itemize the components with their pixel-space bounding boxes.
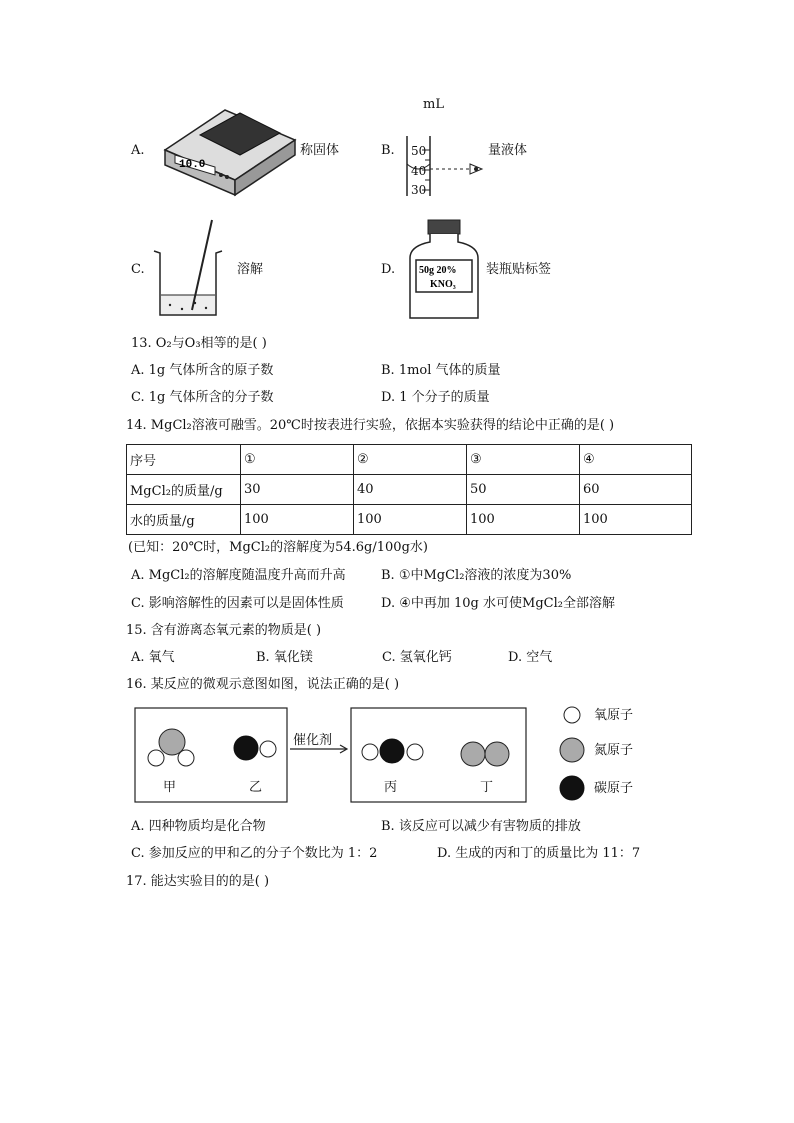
balance-illustration (155, 105, 300, 195)
table-cell: 100 (241, 505, 354, 535)
table-cell: 100 (580, 505, 692, 535)
label-bing: 丙 (384, 780, 398, 795)
table-cell: 30 (241, 475, 354, 505)
q14-option-c: C. 影响溶解性的因素可以是固体性质 (131, 596, 344, 611)
legend-carbon: 碳原子 (594, 781, 634, 796)
label-jia: 甲 (163, 780, 177, 795)
table-cell: 100 (467, 505, 580, 535)
reaction-micro-diagram (130, 700, 670, 810)
q13-option-b: B. 1mol 气体的质量 (381, 363, 501, 378)
table-header-cell: ③ (467, 445, 580, 475)
option-c-letter: C. (131, 262, 145, 277)
q15-stem: 15. 含有游离态氧元素的物质是( ) (126, 623, 322, 638)
label-ding: 丁 (480, 780, 494, 795)
q16-stem: 16. 某反应的微观示意图如图，说法正确的是( ) (126, 677, 400, 692)
table-header-row (127, 445, 692, 475)
q13-option-d: D. 1 个分子的质量 (381, 390, 490, 405)
table-header-cell: 序号 (127, 445, 241, 475)
q14-stem: 14. MgCl₂溶液可融雪。20℃时按表进行实验，依据本实验获得的结论中正确的是( ) (126, 418, 615, 433)
table-row (127, 475, 692, 505)
option-c-text: 溶解 (237, 262, 264, 277)
option-b-text: 量液体 (488, 143, 528, 158)
option-d-text: 装瓶贴标签 (486, 262, 552, 277)
legend-nitrogen: 氮原子 (594, 743, 634, 758)
bottle-label-line1: 50g 20% (419, 265, 457, 276)
q16-option-d: D. 生成的丙和丁的质量比为 11：7 (437, 846, 641, 861)
table-cell: 50 (467, 475, 580, 505)
cylinder-mark-30: 30 (411, 183, 427, 197)
beaker-stirring-illustration (150, 215, 230, 320)
q14-table (126, 444, 692, 535)
q13-option-a: A. 1g 气体所含的原子数 (131, 363, 274, 378)
ml-unit-label: mL (423, 97, 444, 112)
table-header-cell: ① (241, 445, 354, 475)
q14-note: (已知：20℃时，MgCl₂的溶解度为54.6g/100g水) (128, 540, 428, 555)
table-cell: 100 (354, 505, 467, 535)
option-a-text: 称固体 (300, 143, 340, 158)
option-d-letter: D. (381, 262, 396, 277)
cylinder-mark-40: 40 (411, 164, 427, 178)
table-cell: 40 (354, 475, 467, 505)
table-cell: 60 (580, 475, 692, 505)
table-cell: 水的质量/g (127, 505, 241, 535)
option-a-letter: A. (131, 143, 145, 158)
balance-display: 10.0 (179, 159, 206, 171)
bottle-label-line2: KNO₃ (430, 279, 456, 290)
q14-option-b: B. ①中MgCl₂溶液的浓度为30% (381, 568, 572, 583)
q13-option-c: C. 1g 气体所含的分子数 (131, 390, 274, 405)
q16-option-c: C. 参加反应的甲和乙的分子个数比为 1：2 (131, 846, 378, 861)
option-b-letter: B. (381, 143, 395, 158)
q15-option-d: D. 空气 (508, 650, 553, 665)
catalyst-label: 催化剂 (293, 733, 333, 748)
reagent-bottle-illustration (408, 218, 480, 320)
table-cell: MgCl₂的质量/g (127, 475, 241, 505)
cylinder-mark-50: 50 (411, 144, 427, 158)
table-header-cell: ④ (580, 445, 692, 475)
table-row (127, 505, 692, 535)
q15-option-c: C. 氢氧化钙 (382, 650, 452, 665)
q15-option-a: A. 氧气 (131, 650, 175, 665)
q13-stem: 13. O₂与O₃相等的是( ) (131, 336, 267, 351)
table-header-cell: ② (354, 445, 467, 475)
label-yi: 乙 (249, 780, 263, 795)
q14-option-a: A. MgCl₂的溶解度随温度升高而升高 (131, 568, 346, 583)
q16-option-b: B. 该反应可以减少有害物质的排放 (381, 819, 581, 834)
q14-option-d: D. ④中再加 10g 水可使MgCl₂全部溶解 (381, 596, 615, 611)
q16-option-a: A. 四种物质均是化合物 (131, 819, 266, 834)
q17-stem: 17. 能达实验目的的是( ) (126, 874, 270, 889)
q15-option-b: B. 氧化镁 (256, 650, 313, 665)
legend-oxygen: 氧原子 (594, 708, 634, 723)
